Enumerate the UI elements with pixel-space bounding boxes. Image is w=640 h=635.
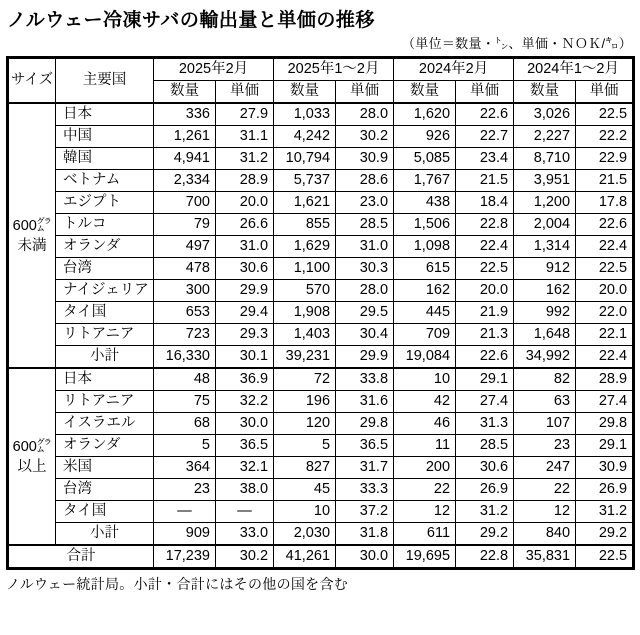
price-cell: 30.2 [216,545,274,569]
col-header-price: 単価 [456,81,514,104]
country-name: リトアニア [56,391,154,413]
table-row [8,192,634,214]
col-header-price: 単価 [576,81,634,104]
country-name: イスラエル [56,413,154,435]
quantity-cell: 23 [514,435,576,457]
quantity-cell: 42 [394,391,456,413]
quantity-cell: 1,506 [394,214,456,236]
table-row [8,170,634,192]
price-cell: 28.0 [336,103,394,126]
price-cell: 22.7 [456,126,514,148]
quantity-cell: 10 [274,501,336,523]
price-cell: 22.5 [576,258,634,280]
quantity-cell: 68 [154,413,216,435]
quantity-cell: 19,695 [394,545,456,569]
price-cell: 22.1 [576,324,634,346]
price-cell: 27.9 [216,103,274,126]
subtotal-row [8,523,634,546]
price-cell: 32.1 [216,457,274,479]
country-name: 台湾 [56,479,154,501]
price-cell: 20.0 [576,280,634,302]
price-cell: 29.9 [336,346,394,369]
price-cell: 30.0 [336,545,394,569]
quantity-cell: 1,629 [274,236,336,258]
quantity-cell: 4,242 [274,126,336,148]
quantity-cell: 2,227 [514,126,576,148]
price-cell: 36.5 [216,435,274,457]
quantity-cell: 615 [394,258,456,280]
quantity-cell: 200 [394,457,456,479]
col-header-price: 単価 [336,81,394,104]
quantity-cell: 72 [274,368,336,391]
quantity-cell: 926 [394,126,456,148]
quantity-cell: 1,200 [514,192,576,214]
price-cell: 31.6 [336,391,394,413]
country-name: オランダ [56,236,154,258]
subtotal-row [8,346,634,369]
price-cell: 31.3 [456,413,514,435]
quantity-cell: 909 [154,523,216,546]
export-table [6,56,635,570]
quantity-cell: 162 [514,280,576,302]
size-group-1 [8,368,634,545]
col-header-quantity: 数量 [514,81,576,104]
price-cell: 22.5 [576,545,634,569]
price-cell: 29.4 [216,302,274,324]
table-row [8,435,634,457]
price-cell: 30.9 [576,457,634,479]
quantity-cell: 5,085 [394,148,456,170]
price-cell: 18.4 [456,192,514,214]
quantity-cell: 22 [514,479,576,501]
table-row [8,103,634,126]
quantity-cell: 364 [154,457,216,479]
quantity-cell: 1,314 [514,236,576,258]
col-header-period-2025-01-02: 2025年1～2月 [274,58,394,81]
price-cell: 29.8 [576,413,634,435]
col-header-period-2025-02: 2025年2月 [154,58,274,81]
quantity-cell: 35,831 [514,545,576,569]
price-cell: 22.9 [576,148,634,170]
price-cell: 23.4 [456,148,514,170]
country-name: 米国 [56,457,154,479]
price-cell: 22.6 [456,346,514,369]
country-name: タイ国 [56,302,154,324]
price-cell: 31.7 [336,457,394,479]
country-name: リトアニア [56,324,154,346]
subtotal-label: 小計 [56,346,154,369]
quantity-cell: 653 [154,302,216,324]
quantity-cell: 827 [274,457,336,479]
price-cell: 33.3 [336,479,394,501]
price-cell: 28.5 [456,435,514,457]
col-header-period-2024-02: 2024年2月 [394,58,514,81]
price-cell: 31.0 [216,236,274,258]
price-cell: 29.2 [576,523,634,546]
quantity-cell: 3,951 [514,170,576,192]
price-cell: 26.9 [576,479,634,501]
price-cell: 22.4 [456,236,514,258]
quantity-cell: 709 [394,324,456,346]
price-cell: 33.8 [336,368,394,391]
price-cell: 20.0 [216,192,274,214]
quantity-cell: 1,620 [394,103,456,126]
quantity-cell: 82 [514,368,576,391]
table-row [8,302,634,324]
price-cell: 22.5 [456,258,514,280]
table-row [8,457,634,479]
quantity-cell: 855 [274,214,336,236]
price-cell: 28.9 [216,170,274,192]
price-cell: 22.6 [576,214,634,236]
total-section [8,545,634,569]
quantity-cell: 5 [274,435,336,457]
quantity-cell: 1,098 [394,236,456,258]
price-cell: 21.5 [456,170,514,192]
subtotal-label: 小計 [56,523,154,546]
price-cell: 37.2 [336,501,394,523]
price-cell: 30.6 [456,457,514,479]
price-cell: 28.5 [336,214,394,236]
price-cell: 27.4 [456,391,514,413]
price-cell: 22.6 [456,103,514,126]
price-cell: 28.9 [576,368,634,391]
quantity-cell: 23 [154,479,216,501]
price-cell: 31.2 [216,148,274,170]
price-cell: 30.3 [336,258,394,280]
quantity-cell: 1,621 [274,192,336,214]
price-cell: 38.0 [216,479,274,501]
quantity-cell: 41,261 [274,545,336,569]
quantity-cell: 107 [514,413,576,435]
country-name: ナイジェリア [56,280,154,302]
country-name: トルコ [56,214,154,236]
source-note: ノルウェー統計局。小計・合計にはその他の国を含む [6,576,349,592]
price-cell: 30.0 [216,413,274,435]
price-cell: 22.0 [576,302,634,324]
country-name: 日本 [56,368,154,391]
quantity-cell: 1,908 [274,302,336,324]
quantity-cell: 723 [154,324,216,346]
table-row [8,236,634,258]
quantity-cell: 2,030 [274,523,336,546]
quantity-cell: 45 [274,479,336,501]
quantity-cell: 1,403 [274,324,336,346]
table-row [8,280,634,302]
quantity-cell: 19,084 [394,346,456,369]
total-label: 合計 [8,545,154,569]
price-cell: 26.9 [456,479,514,501]
quantity-cell: 12 [394,501,456,523]
quantity-cell: 120 [274,413,336,435]
quantity-cell: — [154,501,216,523]
table-row [8,413,634,435]
price-cell: 22.8 [456,214,514,236]
quantity-cell: 79 [154,214,216,236]
price-cell: 36.9 [216,368,274,391]
size-group-label: 600㌘ 未満 [8,103,56,368]
quantity-cell: 438 [394,192,456,214]
col-header-size: サイズ [8,58,56,104]
total-row [8,545,634,569]
price-cell: — [216,501,274,523]
price-cell: 22.5 [576,103,634,126]
price-cell: 32.2 [216,391,274,413]
quantity-cell: 445 [394,302,456,324]
price-cell: 22.4 [576,346,634,369]
country-name: タイ国 [56,501,154,523]
price-cell: 30.9 [336,148,394,170]
col-header-price: 単価 [216,81,274,104]
price-cell: 31.0 [336,236,394,258]
col-header-country: 主要国 [56,58,154,104]
col-header-quantity: 数量 [274,81,336,104]
quantity-cell: 1,261 [154,126,216,148]
quantity-cell: 196 [274,391,336,413]
price-cell: 27.4 [576,391,634,413]
table-row [8,324,634,346]
price-cell: 33.0 [216,523,274,546]
price-cell: 29.3 [216,324,274,346]
country-name: エジプト [56,192,154,214]
table-row [8,214,634,236]
country-name: 日本 [56,103,154,126]
quantity-cell: 11 [394,435,456,457]
country-name: ベトナム [56,170,154,192]
quantity-cell: 700 [154,192,216,214]
price-cell: 31.8 [336,523,394,546]
price-cell: 36.5 [336,435,394,457]
quantity-cell: 16,330 [154,346,216,369]
size-group-0 [8,103,634,368]
unit-note: （単位＝数量・㌧、単価・ＮＯＫ/㌔） [401,36,632,51]
table-row [8,501,634,523]
price-cell: 31.1 [216,126,274,148]
quantity-cell: 1,033 [274,103,336,126]
col-header-period-2024-01-02: 2024年1～2月 [514,58,634,81]
country-name: 中国 [56,126,154,148]
country-name: オランダ [56,435,154,457]
quantity-cell: 1,100 [274,258,336,280]
quantity-cell: 840 [514,523,576,546]
price-cell: 26.6 [216,214,274,236]
quantity-cell: 2,334 [154,170,216,192]
table-row [8,126,634,148]
quantity-cell: 336 [154,103,216,126]
quantity-cell: 75 [154,391,216,413]
quantity-cell: 300 [154,280,216,302]
header-row-periods [8,58,634,81]
page-title: ノルウェー冷凍サバの輸出量と単価の推移 [7,10,375,31]
price-cell: 29.8 [336,413,394,435]
price-cell: 29.1 [576,435,634,457]
quantity-cell: 10 [394,368,456,391]
quantity-cell: 1,648 [514,324,576,346]
table-row [8,258,634,280]
quantity-cell: 34,992 [514,346,576,369]
price-cell: 30.4 [336,324,394,346]
table-row [8,148,634,170]
quantity-cell: 3,026 [514,103,576,126]
quantity-cell: 912 [514,258,576,280]
quantity-cell: 2,004 [514,214,576,236]
price-cell: 28.6 [336,170,394,192]
price-cell: 30.2 [336,126,394,148]
price-cell: 31.2 [456,501,514,523]
quantity-cell: 12 [514,501,576,523]
price-cell: 17.8 [576,192,634,214]
quantity-cell: 8,710 [514,148,576,170]
quantity-cell: 570 [274,280,336,302]
price-cell: 21.9 [456,302,514,324]
price-cell: 29.9 [216,280,274,302]
col-header-quantity: 数量 [394,81,456,104]
quantity-cell: 5,737 [274,170,336,192]
price-cell: 23.0 [336,192,394,214]
col-header-quantity: 数量 [154,81,216,104]
quantity-cell: 478 [154,258,216,280]
price-cell: 20.0 [456,280,514,302]
country-name: 韓国 [56,148,154,170]
quantity-cell: 10,794 [274,148,336,170]
table-row [8,391,634,413]
quantity-cell: 46 [394,413,456,435]
price-cell: 29.1 [456,368,514,391]
quantity-cell: 63 [514,391,576,413]
table-header [8,58,634,104]
quantity-cell: 162 [394,280,456,302]
price-cell: 21.5 [576,170,634,192]
quantity-cell: 39,231 [274,346,336,369]
size-group-label: 600㌘ 以上 [8,368,56,545]
price-cell: 29.2 [456,523,514,546]
price-cell: 22.4 [576,236,634,258]
price-cell: 22.2 [576,126,634,148]
quantity-cell: 4,941 [154,148,216,170]
table-row [8,479,634,501]
quantity-cell: 48 [154,368,216,391]
price-cell: 30.1 [216,346,274,369]
price-cell: 30.6 [216,258,274,280]
quantity-cell: 247 [514,457,576,479]
price-cell: 31.2 [576,501,634,523]
price-cell: 21.3 [456,324,514,346]
quantity-cell: 611 [394,523,456,546]
quantity-cell: 5 [154,435,216,457]
price-cell: 22.8 [456,545,514,569]
quantity-cell: 17,239 [154,545,216,569]
quantity-cell: 22 [394,479,456,501]
quantity-cell: 497 [154,236,216,258]
table-row [8,368,634,391]
country-name: 台湾 [56,258,154,280]
price-cell: 28.0 [336,280,394,302]
price-cell: 29.5 [336,302,394,324]
quantity-cell: 1,767 [394,170,456,192]
quantity-cell: 992 [514,302,576,324]
